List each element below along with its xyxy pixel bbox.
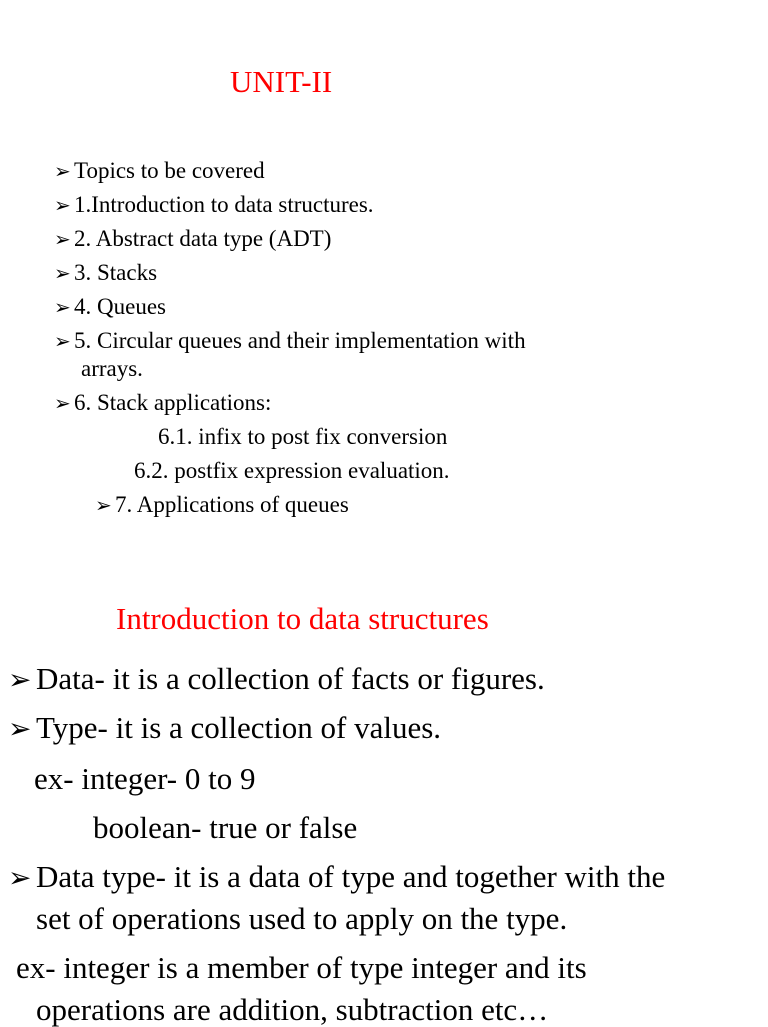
definition-data <box>8 663 545 695</box>
definition-data-type <box>8 861 665 893</box>
topic-text: Topics to be covered <box>74 158 265 183</box>
topic-text: 2. Abstract data type (ADT) <box>74 226 332 251</box>
bullet-arrow-icon: ➢ <box>8 714 32 745</box>
bullet-arrow-icon: ➢ <box>54 297 71 319</box>
definition-text: Data- it is a collection of facts or figures. <box>36 661 545 696</box>
bullet-arrow-icon: ➢ <box>54 161 71 183</box>
topic-item-5 <box>54 329 526 352</box>
topic-text: 4. Queues <box>74 294 166 319</box>
definition-type <box>8 712 441 744</box>
topic-item-6 <box>54 391 271 414</box>
bullet-arrow-icon: ➢ <box>8 665 32 696</box>
example-integer: ex- integer- 0 to 9 <box>34 761 256 796</box>
topic-text: 5. Circular queues and their implementation with <box>74 328 526 353</box>
definition-text: Type- it is a collection of values. <box>36 710 442 745</box>
topic-item-0 <box>54 159 265 182</box>
topic-item-5-continuation: arrays. <box>81 356 143 381</box>
example-integer-member: ex- integer is a member of type integer and its <box>16 950 587 985</box>
definition-data-type-continuation: set of operations used to apply on the type. <box>36 901 568 936</box>
topic-text: 3. Stacks <box>74 260 158 285</box>
topic-text: 1.Introduction to data structures. <box>74 192 374 217</box>
bullet-arrow-icon: ➢ <box>54 331 71 353</box>
topic-subitem-6-1: 6.1. infix to post fix conversion <box>158 424 448 449</box>
unit-title: UNIT-II <box>230 64 333 99</box>
section-title: Introduction to data structures <box>116 601 489 636</box>
example-boolean: boolean- true or false <box>93 810 358 845</box>
definition-text: Data type- it is a data of type and together with the <box>36 859 666 894</box>
example-integer-operations: operations are addition, subtraction etc… <box>36 992 549 1027</box>
bullet-arrow-icon: ➢ <box>54 263 71 285</box>
topic-item-4 <box>54 295 166 318</box>
topic-item-3 <box>54 261 157 284</box>
bullet-arrow-icon: ➢ <box>54 229 71 251</box>
topic-subitem-6-2: 6.2. postfix expression evaluation. <box>134 458 450 483</box>
bullet-arrow-icon: ➢ <box>54 195 71 217</box>
topic-item-7 <box>95 493 349 516</box>
bullet-arrow-icon: ➢ <box>54 393 71 415</box>
topic-text: 7. Applications of queues <box>115 492 349 517</box>
bullet-arrow-icon: ➢ <box>95 495 112 517</box>
topic-item-1 <box>54 193 374 216</box>
topic-item-2 <box>54 227 331 250</box>
topic-text: 6. Stack applications: <box>74 390 272 415</box>
bullet-arrow-icon: ➢ <box>8 863 32 894</box>
